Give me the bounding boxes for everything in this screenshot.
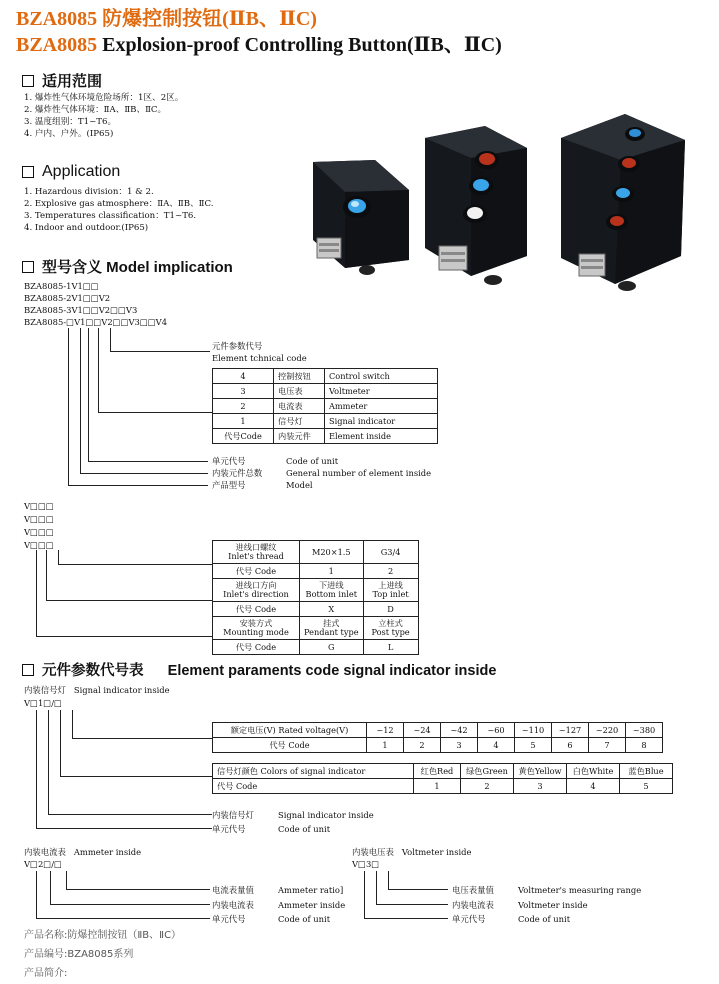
table-row: 1 信号灯 Signal indicator bbox=[213, 414, 438, 429]
connector-line bbox=[80, 328, 81, 473]
v-code-table bbox=[212, 540, 419, 655]
table-row: 3 电压表 Voltmeter bbox=[213, 384, 438, 399]
connector-line bbox=[36, 636, 212, 637]
connector-line bbox=[110, 351, 210, 352]
connector-line bbox=[98, 412, 212, 413]
connector-line bbox=[36, 550, 37, 636]
ammeter-code: V□2□/□ bbox=[24, 859, 62, 869]
element-table bbox=[212, 368, 438, 444]
connector-line bbox=[48, 814, 212, 815]
application-item: 3. Temperatures classification：T1~T6. bbox=[24, 211, 197, 221]
product-photo-2 bbox=[415, 118, 535, 296]
connector-line bbox=[66, 889, 210, 890]
scope-item: 1. 爆炸性气体环境危险场所：1区、2区。 bbox=[24, 93, 184, 103]
table-row: 2 电流表 Ammeter bbox=[213, 399, 438, 414]
footer-product-intro: 产品简介: bbox=[24, 968, 68, 979]
model-labels: 单元代号 Code of unit 内装元件总数 General number of element inside 产品型号 Model bbox=[212, 456, 432, 490]
model-code: BZA8085-3V1□□V2□□V3 bbox=[24, 305, 138, 315]
footer-product-number: 产品编号:BZA8085系列 bbox=[24, 949, 134, 960]
table-row: 代号 Code X D bbox=[213, 602, 419, 617]
connector-line bbox=[46, 550, 47, 600]
connector-line bbox=[88, 328, 89, 461]
connector-line bbox=[68, 328, 69, 485]
ammeter-head: 内装电流表 Ammeter inside bbox=[24, 847, 142, 857]
connector-line bbox=[50, 904, 210, 905]
connector-line bbox=[36, 828, 212, 829]
connector-line bbox=[36, 871, 37, 918]
product-photo-3 bbox=[555, 108, 695, 294]
title-en-text: Explosion-proof Controlling Button(ⅡB、ⅡC) bbox=[97, 34, 502, 56]
section-scope: 适用范围 bbox=[22, 70, 102, 91]
checkbox-icon bbox=[22, 75, 34, 87]
v-code: V□□□ bbox=[24, 514, 54, 524]
title-cn: BZA8085 防爆控制按钮(ⅡB、ⅡC) bbox=[16, 8, 317, 30]
section-params: 元件参数代号表 Element paraments code signal indicator inside bbox=[22, 659, 496, 680]
connector-line bbox=[376, 904, 448, 905]
color-table bbox=[212, 763, 673, 794]
application-item: 2. Explosive gas atmosphere：ⅡA、ⅡB、ⅡC. bbox=[24, 199, 214, 209]
checkbox-icon bbox=[22, 664, 34, 676]
connector-line bbox=[388, 889, 448, 890]
connector-line bbox=[60, 776, 212, 777]
connector-line bbox=[68, 485, 208, 486]
section-model: 型号含义 Model implication bbox=[22, 256, 233, 277]
connector-line bbox=[60, 710, 61, 776]
connector-line bbox=[364, 871, 365, 918]
connector-line bbox=[50, 871, 51, 904]
connector-line bbox=[36, 918, 210, 919]
table-row: 额定电压(V) Rated voltage(V) ~12 ~24 ~42 ~60 ~110 ~127 ~220 ~380 bbox=[213, 723, 663, 738]
table-row: 信号灯颜色 Colors of signal indicator 红色Red 绿色Green 黄色Yellow 白色White 蓝色Blue bbox=[213, 764, 673, 779]
connector-line bbox=[72, 710, 73, 738]
table-row: 安装方式 Mounting mode 挂式 Pendant type 立柱式 Post type bbox=[213, 617, 419, 640]
scope-list bbox=[24, 92, 183, 140]
connector-line bbox=[58, 564, 212, 565]
table-row: 进线口方向 Inlet's direction 下进线 Bottom inlet 上进线 Top inlet bbox=[213, 579, 419, 602]
voltmeter-code: V□3□ bbox=[352, 859, 380, 869]
model-code: BZA8085-1V1□□ bbox=[24, 281, 99, 291]
title-en bbox=[16, 33, 502, 57]
ammeter-labels: 电流表量值 Ammeter ratio] 内装电流表 Ammeter inside 单元代号 Code of unit bbox=[212, 885, 346, 924]
table-row: 代号 Code 1 2 bbox=[213, 564, 419, 579]
table-row: 代号Code 内装元件 Element inside bbox=[213, 429, 438, 444]
application-item: 1. Hazardous division：1 & 2. bbox=[24, 187, 154, 197]
connector-line bbox=[88, 461, 208, 462]
connector-line bbox=[66, 871, 67, 889]
model-code-list bbox=[24, 280, 167, 328]
table-row: 代号 Code 1 2 3 4 5 bbox=[213, 779, 673, 794]
table-row: 代号 Code 1 2 3 4 5 6 7 8 bbox=[213, 738, 663, 753]
voltage-table bbox=[212, 722, 663, 753]
connector-line bbox=[80, 473, 208, 474]
section-application: Application bbox=[22, 163, 120, 181]
scope-item: 3. 温度组别：T1~T6。 bbox=[24, 117, 117, 127]
title-en-code: BZA8085 bbox=[16, 34, 98, 56]
voltmeter-head: 内装电压表 Voltmeter inside bbox=[352, 847, 472, 857]
application-item: 4. Indoor and outdoor.(IP65) bbox=[24, 223, 149, 233]
connector-line bbox=[48, 710, 49, 814]
voltmeter-labels: 电压表量值 Voltmeter's measuring range 内装电流表 Voltmeter inside 单元代号 Code of unit bbox=[452, 885, 642, 924]
connector-line bbox=[46, 600, 212, 601]
application-list bbox=[24, 186, 214, 234]
footer-product-name: 产品名称:防爆控制按钮（ⅡB、ⅡC） bbox=[24, 930, 182, 941]
signal-head: 内装信号灯 Signal indicator inside bbox=[24, 685, 170, 695]
connector-line bbox=[98, 328, 99, 412]
table-row: 进线口螺纹 Inlet's thread M20×1.5 G3/4 bbox=[213, 541, 419, 564]
signal-labels: 内装信号灯 Signal indicator inside 单元代号 Code of unit bbox=[212, 810, 374, 834]
connector-line bbox=[72, 738, 212, 739]
connector-line bbox=[388, 871, 389, 889]
scope-item: 4. 户内、户外。(IP65) bbox=[24, 129, 114, 139]
footer bbox=[24, 926, 181, 983]
connector-line bbox=[58, 550, 59, 564]
product-photo-1 bbox=[305, 100, 415, 280]
signal-code: V□1□/□ bbox=[24, 698, 62, 708]
model-code: BZA8085-□V1□□V2□□V3□□V4 bbox=[24, 317, 168, 327]
table-row: 4 控制按钮 Control switch bbox=[213, 369, 438, 384]
model-code: BZA8085-2V1□□V2 bbox=[24, 293, 111, 303]
v-code: V□□□ bbox=[24, 527, 54, 537]
checkbox-icon bbox=[22, 261, 34, 273]
v-code-list bbox=[24, 500, 54, 552]
checkbox-icon bbox=[22, 166, 34, 178]
scope-item: 2. 爆炸性气体环境：ⅡA、ⅡB、ⅡC。 bbox=[24, 105, 167, 115]
v-code: V□□□ bbox=[24, 540, 54, 550]
element-code-label: 元件参数代号 Element tchnical code bbox=[212, 341, 307, 363]
connector-line bbox=[364, 918, 448, 919]
connector-line bbox=[36, 710, 37, 828]
table-row: 代号 Code G L bbox=[213, 640, 419, 655]
v-code: V□□□ bbox=[24, 501, 54, 511]
connector-line bbox=[376, 871, 377, 904]
connector-line bbox=[110, 328, 111, 351]
